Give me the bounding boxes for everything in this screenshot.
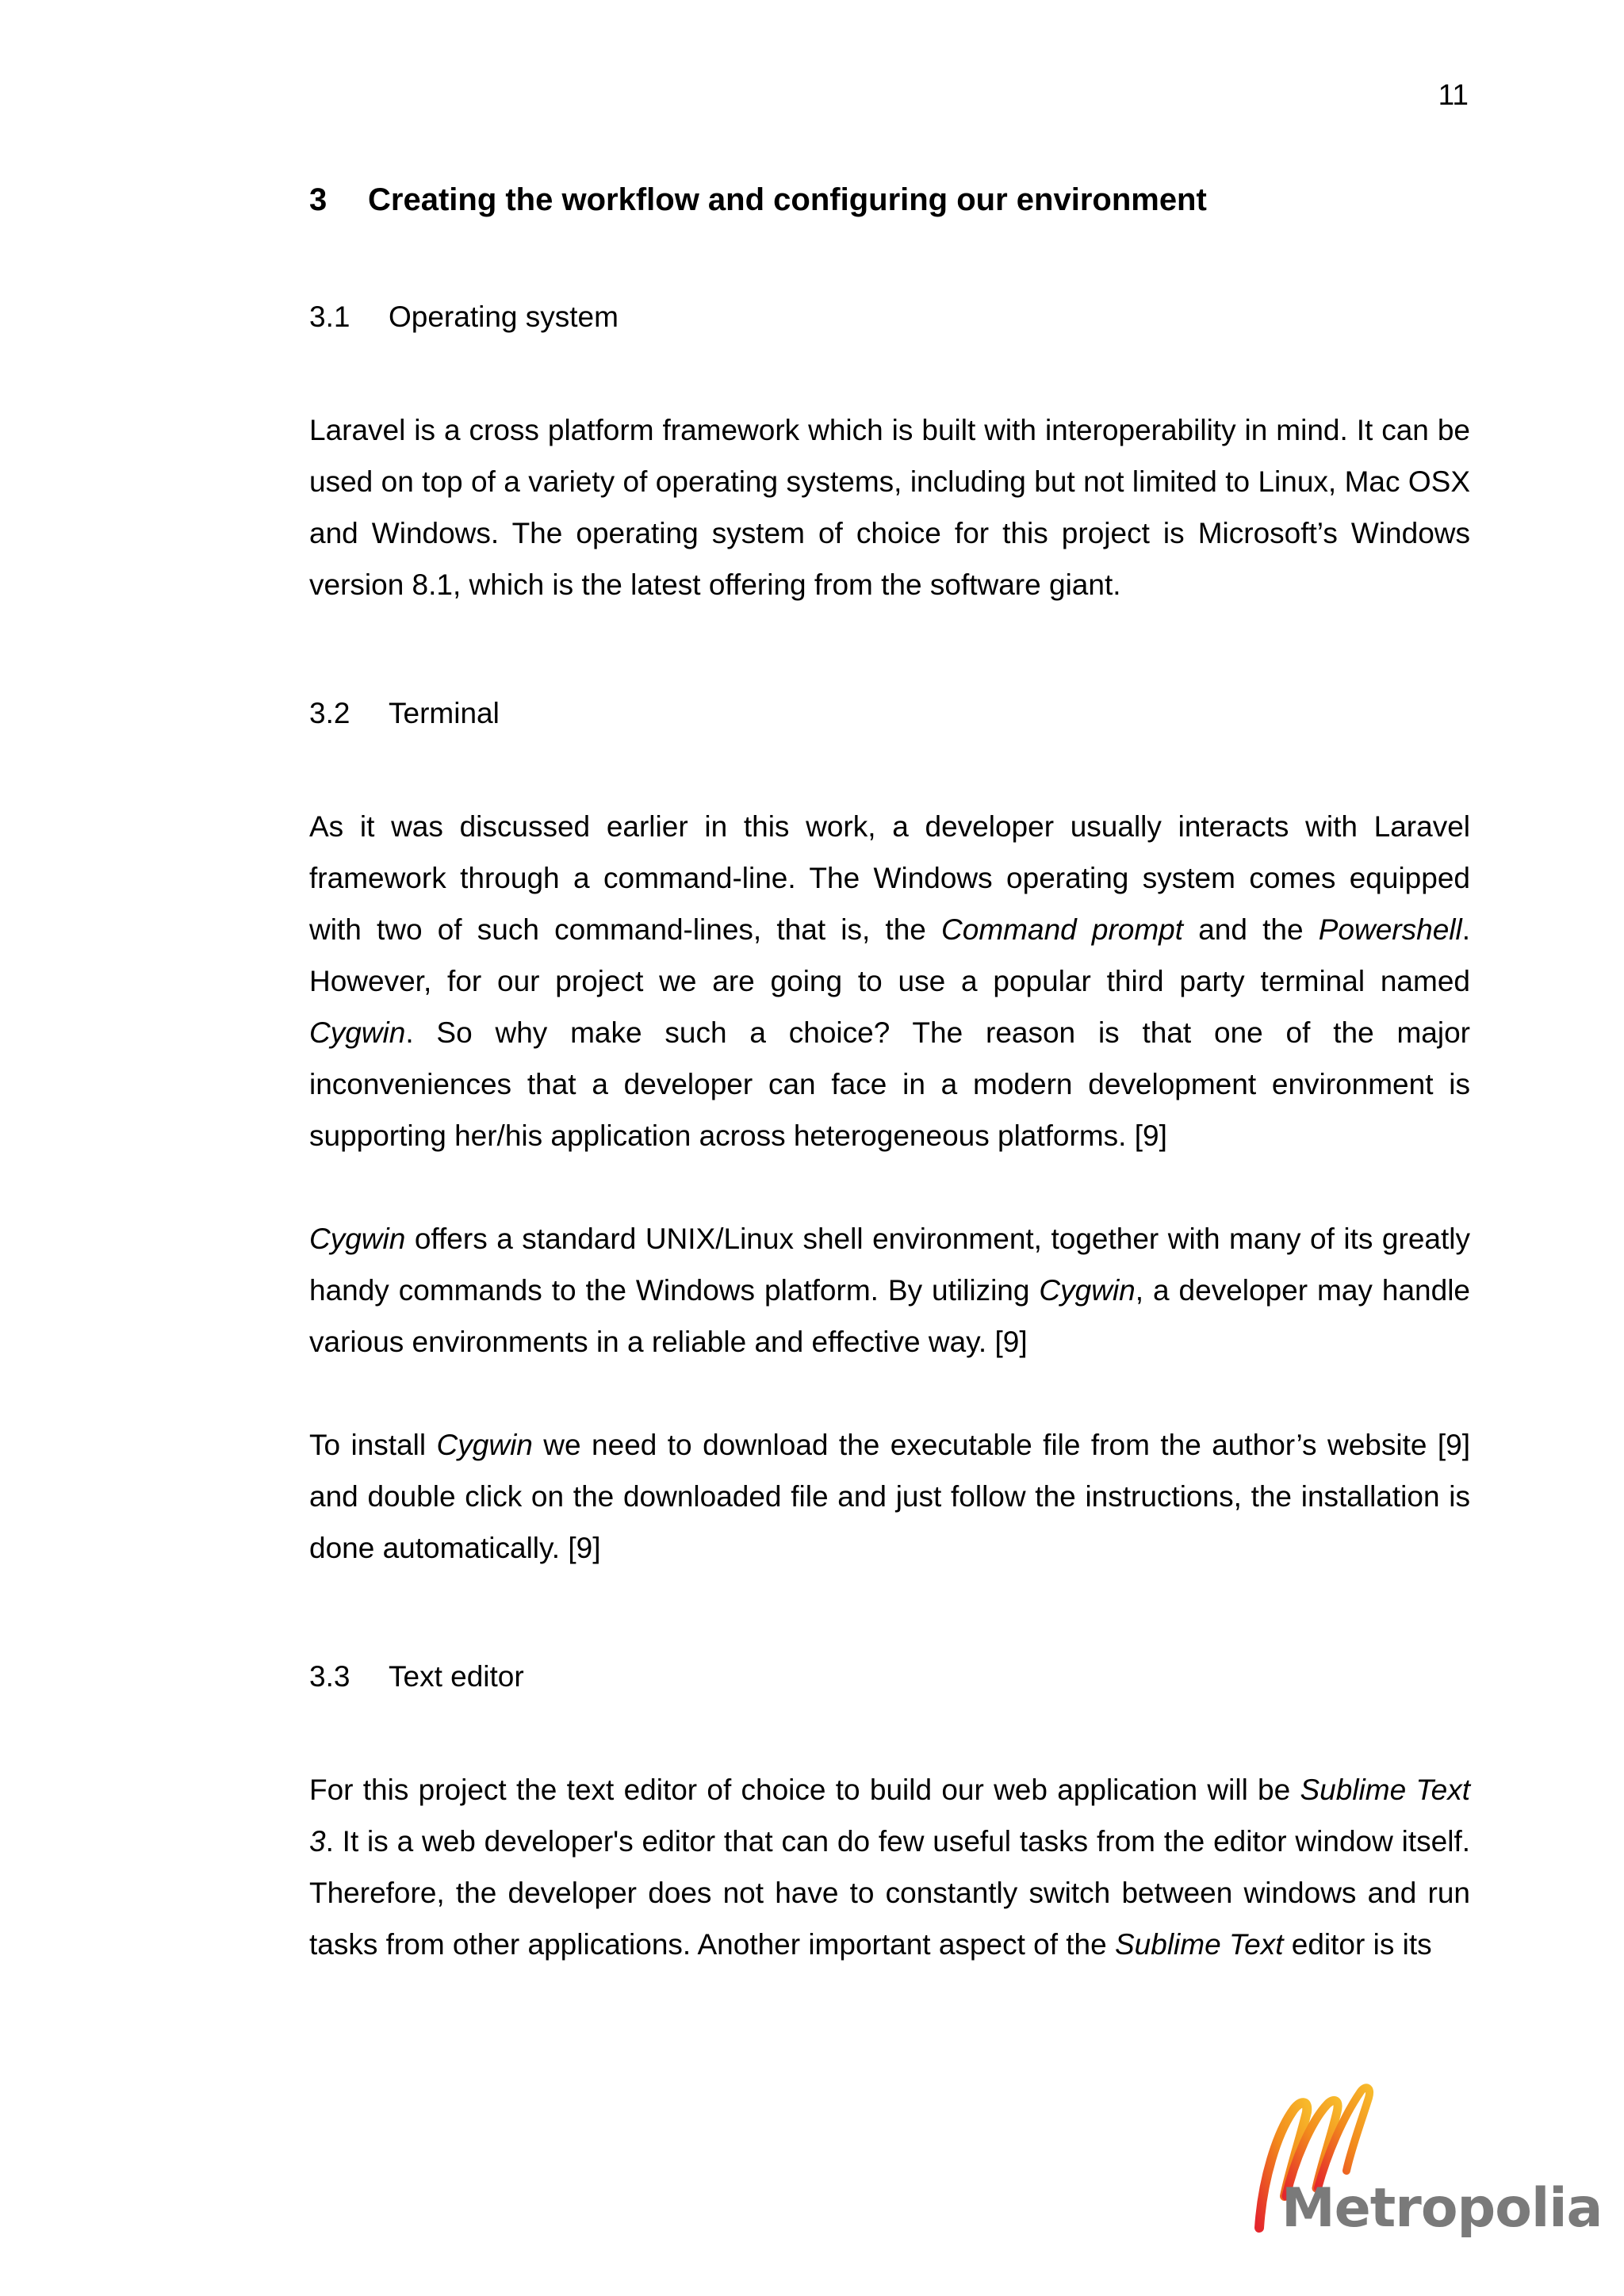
italic-term: Command prompt: [941, 913, 1184, 946]
paragraph-operating-system: [309, 404, 1470, 610]
italic-term: Cygwin: [309, 1016, 406, 1049]
paragraph-text: . It is a web developer's editor that can do few useful tasks from the editor window itself. Therefore, the developer does not have to constantly switch between windows and run tasks from other applications. Another important aspect of the: [309, 1825, 1470, 1961]
metropolia-logo: [1229, 2077, 1603, 2252]
section-heading-terminal: [309, 691, 1470, 736]
italic-term: Cygwin: [309, 1223, 406, 1255]
paragraph-text: , a developer may handle various environments in a reliable and effective way. [9]: [309, 1274, 1470, 1358]
section-heading-operating-system: [309, 295, 1470, 339]
italic-term: Powershell: [1318, 913, 1462, 946]
italic-term: Cygwin: [436, 1429, 533, 1461]
paragraph-text: and the: [1183, 913, 1319, 946]
paragraph-text: Laravel is a cross platform framework which is built with interoperability in mind. It can be used on top of a variety of operating systems, including but not limited to Linux, Mac OSX and Windows. The operating system of choice for this project is Microsoft’s Windows version 8.1, which is the latest offering from the software giant.: [309, 414, 1470, 601]
page-number: 11: [1438, 78, 1469, 111]
paragraph-text: As it was discussed earlier in this work, a developer usually interacts with Laravel framework through a command-line. The Windows operating system comes equipped with two of such command-lines, that is, the: [309, 810, 1470, 946]
chapter-heading: [309, 178, 1470, 222]
chapter-title: Creating the workflow and configuring our environment: [368, 182, 1207, 217]
section-title: Operating system: [389, 300, 619, 333]
paragraph-text: To install: [309, 1429, 437, 1461]
paragraph-text-editor: [309, 1764, 1470, 1970]
section-heading-text-editor: [309, 1655, 1470, 1699]
paragraph-text: . So why make such a choice? The reason is that one of the major inconveniences that a developer can face in a modern development environment is supporting her/his application across heterogeneous platforms. [9]: [309, 1016, 1470, 1152]
section-title: Terminal: [389, 697, 500, 729]
italic-term: Sublime Text 3: [309, 1774, 1471, 1858]
section-title: Text editor: [389, 1660, 524, 1693]
paragraph-text: offers a standard UNIX/Linux shell environment, together with many of its greatly handy commands to the Windows platform. By utilizing: [309, 1223, 1470, 1307]
chapter-number: 3: [309, 182, 327, 217]
document-body: [309, 178, 1470, 1970]
paragraph-text: . However, for our project we are going to use a popular third party terminal named: [309, 913, 1470, 997]
paragraph-text: For this project the text editor of choice to build our web application will be: [309, 1774, 1300, 1806]
metropolia-wordmark: Metropolia: [1281, 2177, 1603, 2240]
paragraph-text: editor is its: [1283, 1928, 1432, 1961]
section-number: 3.3: [309, 1660, 350, 1693]
paragraph-cygwin-features: [309, 1213, 1470, 1368]
paragraph-cygwin-install: [309, 1419, 1470, 1574]
italic-term: Cygwin: [1039, 1274, 1136, 1307]
italic-term: Sublime Text: [1114, 1928, 1284, 1961]
paragraph-terminal-intro: [309, 801, 1470, 1161]
paragraph-text: we need to download the executable file from the author’s website [9] and double click on the downloaded file and just follow the instructions, the installation is done automatically. [9]: [309, 1429, 1470, 1564]
section-number: 3.2: [309, 697, 350, 729]
section-number: 3.1: [309, 300, 350, 333]
